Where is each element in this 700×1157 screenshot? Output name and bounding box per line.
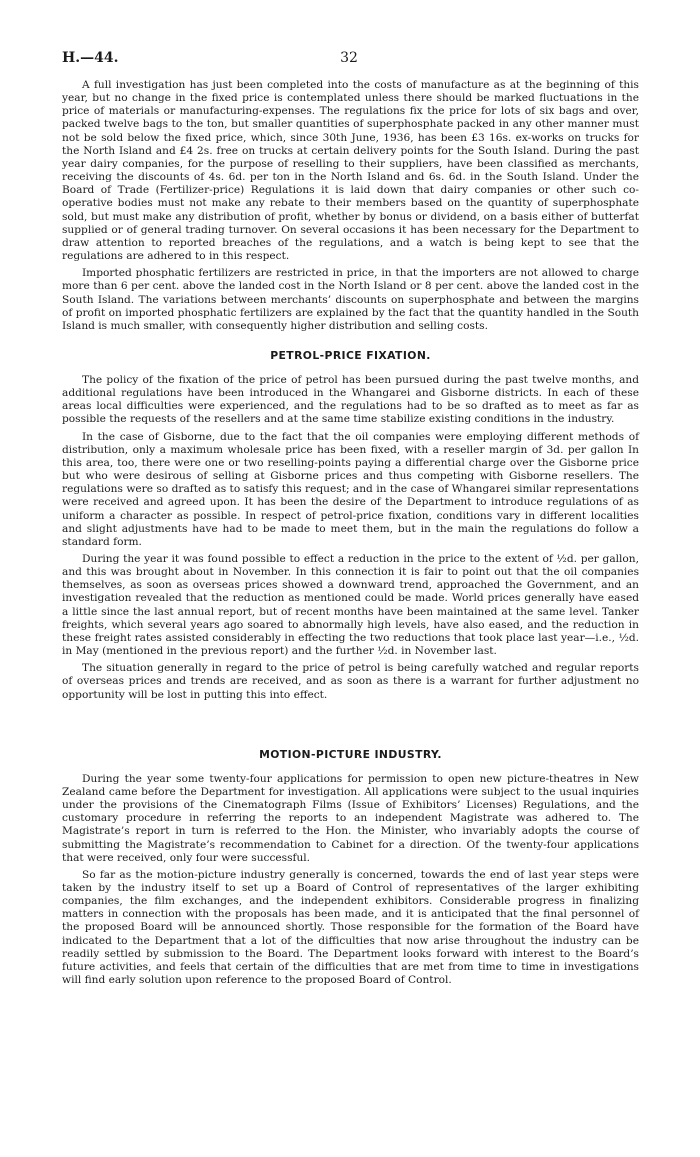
paragraph-petrol-reduction: During the year it was found possible to effect a reduction in the price to the extent of ½d. per gallon, and this was brought about in November. In this connection it is fair to point out that the oil companies themselves, as soon as overseas prices showed a downward trend, approached the Government, and an investigation revealed that the reduction as mentioned could be made. World prices generally have eased a little since the last annual report, but of recent months have been maintained at the same level. Tanker freights, which several years ago soared to abnormally high levels, have also eased, and the reduction in these freight rates assisted considerably in effecting the two reductions that took place last year—i.e., ½d. in May (mentioned in the previous report) and the further ½d. in November last. [62,553,639,658]
section-heading-motion-picture: MOTION-PICTURE INDUSTRY. [259,747,442,761]
page-header [62,50,636,68]
paragraph-petrol-policy: The policy of the fixation of the price of petrol has been pursued during the past twelve months, and additional regulations have been introduced in the Whangarei and Gisborne districts. In each of these areas local difficulties were experienced, and the regulations had to be so drafted as to meet as far as possible the requests of the resellers and at the same time stabilize existing conditions in the industry. [62,373,639,426]
paragraph-motion-board: So far as the motion-picture industry generally is concerned, towards the end of last year steps were taken by the industry itself to set up a Board of Control of representatives of the larger exhibiting companies, the film exchanges, and the independent exhibitors. Considerable progress in finalizing matters in connection with the proposals has been made, and it is anticipated that the final personnel of the proposed Board will be announced shortly. Those responsible for the formation of the Board have indicated to the Department that a lot of the difficulties that now arise throughout the industry can be readily settled by submission to the Board. The Department looks forward with interest to the Board’s future activities, and feels that certain of the difficulties that are met from time to time in investigations will find early solution upon reference to the proposed Board of Control. [62,868,639,987]
document-id: H.—44. [62,50,119,66]
paragraph-petrol-gisborne: In the case of Gisborne, due to the fact that the oil companies were employing different methods of distribution, only a maximum wholesale price has been fixed, with a reseller margin of 3d. per gallon In this area, too, there were one or two reselling-points paying a differential charge over the Gisborne price but who were desirous of selling at Gisborne prices and thus competing with Gisborne resellers. The regulations were so drafted as to satisfy this request; and in the case of Whangarei similar representations were received and agreed upon. It has been the desire of the Department to introduce regulations of as uniform a character as possible. In respect of petrol-price fixation, conditions vary in different localities and slight adjustments have had to be made to meet them, but in the main the regulations do follow a standard form. [62,430,639,548]
paragraph-fertilizer-costs: A full investigation has just been completed into the costs of manufacture as at the beginning of this year, but no change in the fixed price is contemplated unless there should be marked fluctuations in the price of materials or manufacturing-expenses. The regulations fix the price for lots of six bags and over, packed twelve bags to the ton, but smaller quantities of superphosphate packed in any other manner must not be sold below the fixed price, which, since 30th June, 1936, has been £3 16s. ex-works on trucks for the North Island and £4 2s. free on trucks at certain delivery points for the South Island. During the past year dairy companies, for the purpose of reselling to their suppliers, have been classified as merchants, receiving the discounts of 4s. 6d. per ton in the North Island and 6s. 6d. in the South Island. Under the Board of Trade (Fertilizer-price) Regulations it is laid down that dairy companies or other such co-operative bodies must not make any rebate to their members based on the quantity of superphosphate sold, but must make any distribution of profit, whether by bonus or dividend, on a basis either of butterfat supplied or of general trading turnover. On several occasions it has been necessary for the Department to draw attention to reported breaches of the regulations, and a watch is being kept to see that the regulations are adhered to in this respect. [62,79,639,263]
paragraph-petrol-situation: The situation generally in regard to the price of petrol is being carefully watched and regular reports of overseas prices and trends are received, and as soon as there is a warrant for further adjustment no opportunity will be lost in putting this into effect. [62,662,639,701]
section-heading-petrol: PETROL-PRICE FIXATION. [270,348,431,362]
paragraph-imported-fertilizers: Imported phosphatic fertilizers are restricted in price, in that the importers are not allowed to charge more than 6 per cent. above the landed cost in the North Island or 8 per cent. above the landed cost in the South Island. The variations between merchants’ discounts on superphosphate and between the margins of profit on imported phosphatic fertilizers are explained by the fact that the quantity handled in the South Island is much smaller, with consequently higher distribution and selling costs. [62,267,639,332]
paragraph-motion-applications: During the year some twenty-four applications for permission to open new picture-theatres in New Zealand came before the Department for investigation. All applications were subject to the usual inquiries under the provisions of the Cinematograph Films (Issue of Exhibitors’ Licenses) Regulations, and the customary procedure in referring the reports to an independent Magistrate was adhered to. The Magistrate’s report in turn is referred to the Hon. the Minister, who invariably adopts the course of submitting the Magistrate’s recommendation to Cabinet for a direction. Of the twenty-four applications that were received, only four were successful. [62,772,639,864]
document-body [62,79,639,987]
page-number: 32 [340,50,358,66]
